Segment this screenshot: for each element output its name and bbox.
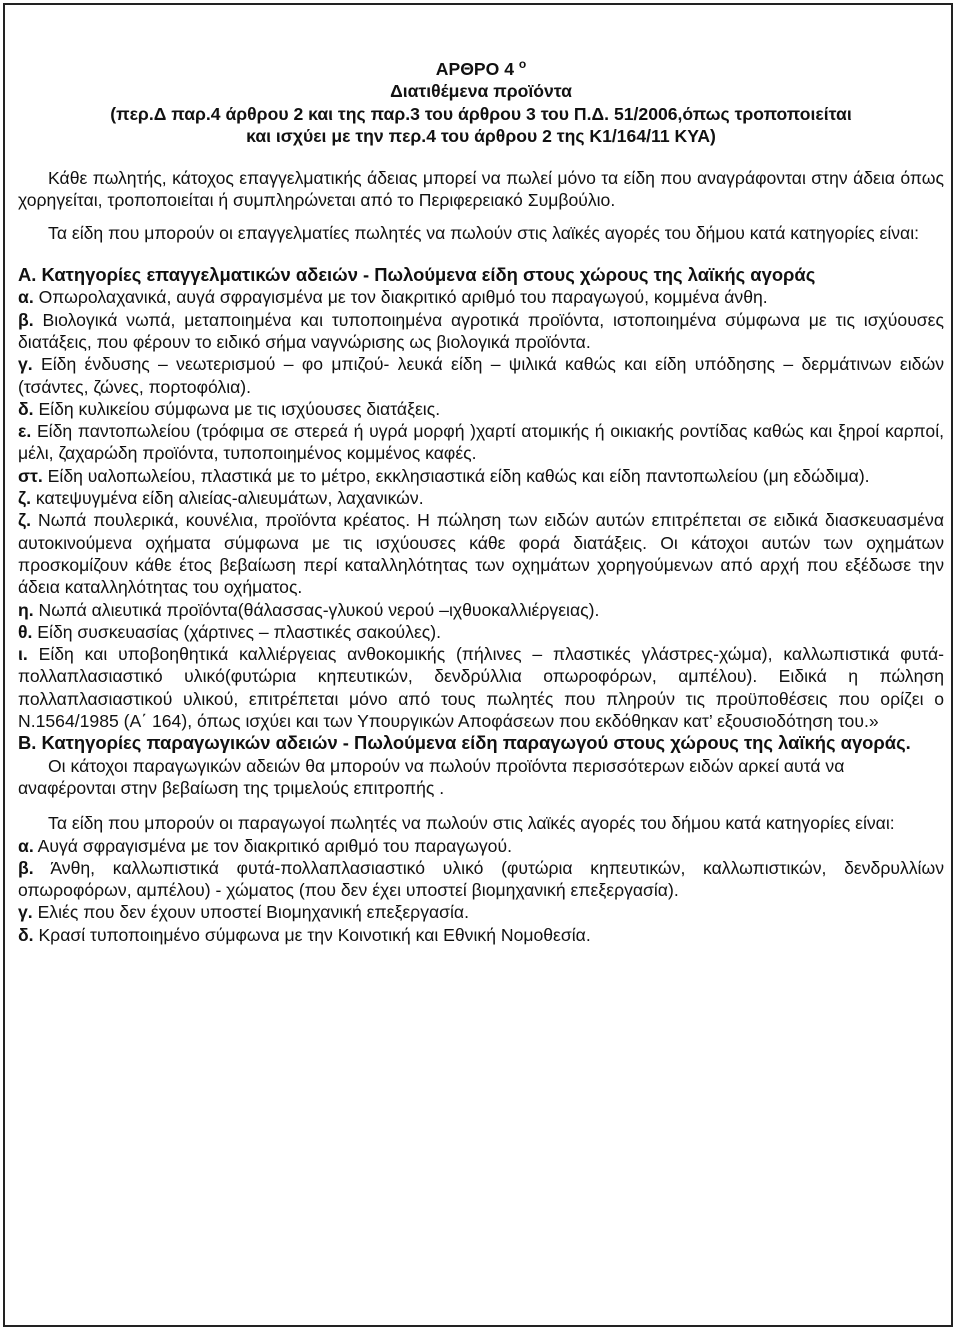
document-body <box>18 58 944 946</box>
list-item-label: στ. <box>18 465 43 486</box>
section-b-paragraph-2: Τα είδη που μπορούν οι παραγωγοί πωλητές να πωλούν στις λαϊκές αγορές του δήμου κατά κατηγορίες είναι: <box>48 813 895 834</box>
list-item <box>18 286 944 308</box>
list-item-text: Είδη υαλοπωλείου, πλαστικά με το μέτρο, εκκλησιαστικά είδη καθώς και είδη παντοπωλείου (μη εδώδιμα). <box>42 465 870 486</box>
section-a-list <box>18 286 944 732</box>
list-item-text: Κρασί τυποποιημένο σύμφωνα με την Κοινοτική και Εθνική Νομοθεσία. <box>33 924 591 945</box>
list-item-text: Είδη κυλικείου σύμφωνα με τις ισχύουσες διατάξεις. <box>33 398 441 419</box>
list-item-label: γ. <box>18 902 33 923</box>
list-item-label: ζ. <box>18 510 31 531</box>
list-item-text: Αυγά σφραγισμένα με τον διακριτικό αριθμό του παραγωγού. <box>33 835 512 856</box>
list-item-label: ζ. <box>18 488 31 509</box>
list-item <box>18 509 944 598</box>
list-item-label: β. <box>18 857 34 878</box>
list-item-label: δ. <box>18 398 34 419</box>
list-item-label: θ. <box>18 621 33 642</box>
list-item-text: κατεψυγμένα είδη αλιείας-αλιευμάτων, λαχανικών. <box>31 488 424 509</box>
list-item-label: η. <box>18 599 34 620</box>
section-b-heading: Β. Κατηγορίες παραγωγικών αδειών - Πωλούμενα είδη παραγωγού στους χώρους της λαϊκής αγοράς. <box>18 732 911 754</box>
list-item-text: Νωπά αλιευτικά προϊόντα(θάλασσας-γλυκού νερού –ιχθυοκαλλιέργειας). <box>33 599 600 620</box>
list-item-label: γ. <box>18 354 33 375</box>
list-item <box>18 901 944 923</box>
section-b-paragraph-1: Οι κάτοχοι παραγωγικών αδειών θα μπορούν να πωλούν προϊόντα περισσότερων ειδών αρκεί αυτά να αναφέρονται στην βεβαίωση της τριμελούς επιτροπής . <box>18 755 845 798</box>
list-item-text: Είδη και υποβοηθητικά καλλιέργειας ανθοκομικής (πήλινες – πλαστικές γλάστρες-χώμα), καλλωπιστικά φυτά-πολλαπλασιαστικό υλικό(φυτώρια κηπευτικών, δενδρύλλια οπωροφόρων, αμπέλου). Ειδικά η πώληση πολλαπλασιαστικού υλικού, επιτρέπεται μόνο από τους πωλητές που πληρούν τις προϋποθέσεις που ορίζει ο Ν.1564/1985 (Α΄ 164), όπως ισχύει και των Υπουργικών Αποφάσεων που εκδόθηκαν κατ’ εξουσιοδότηση του.» <box>18 644 944 732</box>
list-item <box>18 398 944 420</box>
list-item <box>18 924 944 946</box>
section-a-heading: Α. Κατηγορίες επαγγελματικών αδειών - Πωλούμενα είδη στους χώρους της λαϊκής αγοράς <box>18 264 816 286</box>
section-b-list <box>18 835 944 946</box>
list-item-text: Είδη συσκευασίας (χάρτινες – πλαστικές σακούλες). <box>32 621 442 642</box>
list-item-label: α. <box>18 835 34 856</box>
list-item <box>18 835 944 857</box>
list-item <box>18 599 944 621</box>
amendment-note-line-2: και ισχύει με την περ.4 του άρθρου 2 της Κ1/164/11 ΚΥΑ) <box>246 125 716 146</box>
list-item-text: Είδη ένδυσης – νεωτερισμού – φο μπιζού- λευκά είδη – ψιλικά καθώς και είδη υπόδησης – δερμάτινων ειδών (τσάντες, ζώνες, πορτοφόλια). <box>18 354 944 397</box>
list-item-text: Είδη παντοπωλείου (τρόφιμα σε στερεά ή υγρά μορφή )χαρτί ατομικής ή οικιακής ροντίδας καθώς και ξηροί καρποί, μέλι, ζαχαρώδη προϊόντα, τυποποιημένος κομμένος καφές. <box>18 421 944 464</box>
list-item <box>18 857 944 902</box>
list-item-text: Άνθη, καλλωπιστικά φυτά-πολλαπλασιαστικό υλικό (φυτώρια κηπευτικών, καλλωπιστικών, δενδρυλλίων οπωροφόρων, αμπέλου) - χώματος (που δεν έχει υποστεί βιομηχανική επεξεργασία). <box>18 857 944 901</box>
list-item-text: Βιολογικά νωπά, μεταποιημένα και τυποποιημένα αγροτικά προϊόντα, ιστοποιημένα σύμφωνα με τις ισχύουσες διατάξεις, που φέρουν το ειδικό σήμα ναγνώρισης ως βιολογικά προϊόντα. <box>18 309 944 352</box>
article-subtitle: Διατιθέμενα προϊόντα <box>390 81 572 102</box>
list-item <box>18 487 944 509</box>
list-item <box>18 465 944 487</box>
list-item-label: α. <box>18 287 34 308</box>
article-title: ΑΡΘΡΟ 4 $^o$ <box>435 57 527 79</box>
list-item-text: Ελιές που δεν έχουν υποστεί Βιομηχανική επεξεργασία. <box>32 902 469 923</box>
list-item <box>18 643 944 732</box>
list-item-label: ε. <box>18 421 32 442</box>
list-item-label: ι. <box>18 644 28 665</box>
list-item-label: β. <box>18 309 34 330</box>
list-item <box>18 309 944 354</box>
list-item-text: Νωπά πουλερικά, κουνέλια, προϊόντα κρέατος. Η πώληση των ειδών αυτών επιτρέπεται σε ειδικά διασκευασμένα αυτοκινούμενα οχήματα σύμφωνα με τις ισχύουσες κάθε φορά διατάξεις. Οι κάτοχοι αυτών των οχημάτων προσκομίζουν κάθε έτος βεβαίωση περί καταλληλότητας των οχημάτων χορηγούμενων από αρχή που εξέδωσε την άδεια καταλληλότητας του οχήματος. <box>18 510 944 598</box>
amendment-note-line-1: (περ.Δ παρ.4 άρθρου 2 και της παρ.3 του άρθρου 3 του Π.Δ. 51/2006,όπως τροποποιείται <box>110 103 852 124</box>
list-item <box>18 420 944 465</box>
list-item-label: δ. <box>18 924 34 945</box>
intro-paragraph-1: Κάθε πωλητής, κάτοχος επαγγελματικής άδειας μπορεί να πωλεί μόνο τα είδη που αναγράφονται στην άδεια όπως χορηγείται, τροποποιείται ή συμπληρώνεται από το Περιφερειακό Συμβούλιο. <box>18 168 944 211</box>
list-item <box>18 621 944 643</box>
intro-paragraph-2: Τα είδη που μπορούν οι επαγγελματίες πωλητές να πωλούν στις λαϊκές αγορές του δήμου κατά κατηγορίες είναι: <box>48 222 919 243</box>
list-item <box>18 353 944 398</box>
list-item-text: Οπωρολαχανικά, αυγά σφραγισμένα με τον διακριτικό αριθμό του παραγωγού, κομμένα άνθη. <box>33 287 768 308</box>
